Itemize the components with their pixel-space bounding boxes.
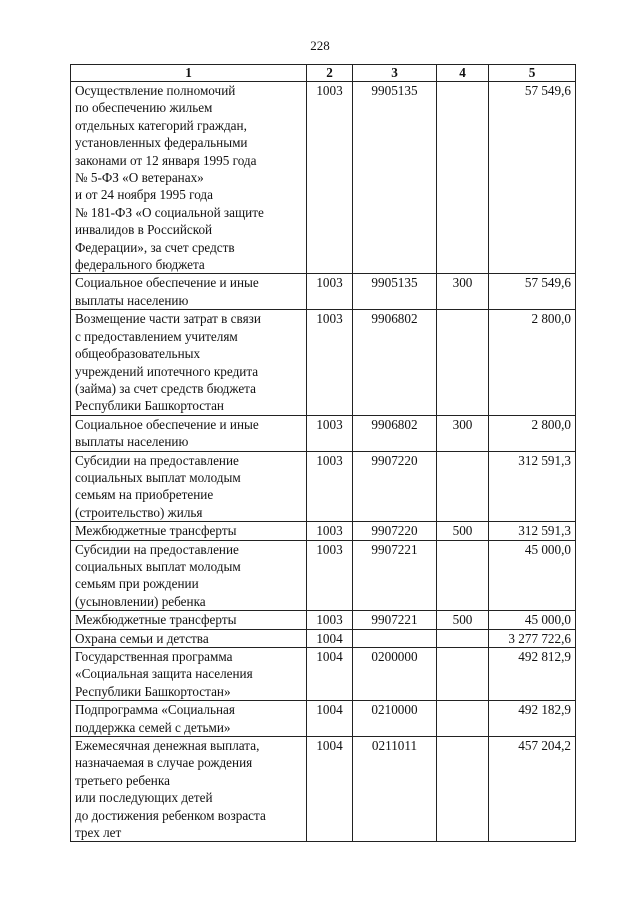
table-row	[71, 540, 576, 611]
row-name: Подпрограмма «Социальная поддержка семей с детьми»	[71, 701, 307, 737]
table-row	[71, 451, 576, 522]
row-expense-type	[437, 648, 489, 701]
row-expense-type	[437, 451, 489, 522]
table-row	[71, 648, 576, 701]
row-section: 1003	[307, 451, 353, 522]
row-amount: 57 549,6	[489, 274, 576, 310]
row-section: 1004	[307, 737, 353, 842]
row-expense-type: 500	[437, 522, 489, 540]
row-section: 1004	[307, 701, 353, 737]
table-row	[71, 701, 576, 737]
row-expense-type	[437, 629, 489, 647]
row-name: Государственная программа «Социальная защита населения Республики Башкортостан»	[71, 648, 307, 701]
row-amount: 2 800,0	[489, 310, 576, 415]
header-col-2: 2	[307, 65, 353, 82]
row-name: Осуществление полномочий по обеспечению жильем отдельных категорий граждан, установленных федеральными законами от 12 января 1995 года № 5-ФЗ «О ветеранах» и от 24 ноября 1995 года № 181-ФЗ «О социальной защите инвалидов в Российской Федерации», за счет средств федерального бюджета	[71, 82, 307, 274]
row-target: 0211011	[353, 737, 437, 842]
table-row	[71, 611, 576, 629]
row-amount: 312 591,3	[489, 451, 576, 522]
page-number: 228	[310, 38, 330, 53]
row-target: 9907220	[353, 451, 437, 522]
budget-table	[70, 64, 576, 842]
row-section: 1003	[307, 310, 353, 415]
row-name: Социальное обеспечение и иные выплаты населению	[71, 274, 307, 310]
header-col-3: 3	[353, 65, 437, 82]
table-row	[71, 415, 576, 451]
row-amount: 492 812,9	[489, 648, 576, 701]
row-target: 9905135	[353, 82, 437, 274]
header-col-4: 4	[437, 65, 489, 82]
row-expense-type: 500	[437, 611, 489, 629]
row-name: Социальное обеспечение и иные выплаты населению	[71, 415, 307, 451]
row-section: 1003	[307, 540, 353, 611]
table-row	[71, 82, 576, 274]
row-section: 1003	[307, 415, 353, 451]
row-name: Ежемесячная денежная выплата, назначаемая в случае рождения третьего ребенка или последующих детей до достижения ребенком возраста трех лет	[71, 737, 307, 842]
row-section: 1003	[307, 82, 353, 274]
row-name: Охрана семьи и детства	[71, 629, 307, 647]
row-amount: 3 277 722,6	[489, 629, 576, 647]
row-name: Субсидии на предоставление социальных выплат молодым семьям на приобретение (строительство) жилья	[71, 451, 307, 522]
row-target: 9907220	[353, 522, 437, 540]
row-section: 1004	[307, 648, 353, 701]
row-expense-type: 300	[437, 415, 489, 451]
row-target: 9905135	[353, 274, 437, 310]
row-expense-type	[437, 540, 489, 611]
row-target: 0210000	[353, 701, 437, 737]
table-row	[71, 737, 576, 842]
table-row	[71, 310, 576, 415]
row-name: Возмещение части затрат в связи с предоставлением учителям общеобразовательных учреждений ипотечного кредита (займа) за счет средств бюджета Республики Башкортостан	[71, 310, 307, 415]
table-row	[71, 274, 576, 310]
header-col-1: 1	[71, 65, 307, 82]
row-expense-type: 300	[437, 274, 489, 310]
row-name: Межбюджетные трансферты	[71, 522, 307, 540]
row-amount: 492 182,9	[489, 701, 576, 737]
row-amount: 57 549,6	[489, 82, 576, 274]
row-target: 0200000	[353, 648, 437, 701]
row-expense-type	[437, 82, 489, 274]
row-target: 9907221	[353, 540, 437, 611]
row-target: 9906802	[353, 310, 437, 415]
row-expense-type	[437, 701, 489, 737]
row-name: Межбюджетные трансферты	[71, 611, 307, 629]
row-section: 1003	[307, 274, 353, 310]
row-expense-type	[437, 737, 489, 842]
row-target	[353, 629, 437, 647]
row-target: 9907221	[353, 611, 437, 629]
table-row	[71, 522, 576, 540]
row-section: 1003	[307, 522, 353, 540]
table-row	[71, 629, 576, 647]
table-header-row	[71, 65, 576, 82]
row-section: 1003	[307, 611, 353, 629]
row-amount: 457 204,2	[489, 737, 576, 842]
row-expense-type	[437, 310, 489, 415]
header-col-5: 5	[489, 65, 576, 82]
row-name: Субсидии на предоставление социальных выплат молодым семьям при рождении (усыновлении) ребенка	[71, 540, 307, 611]
row-target: 9906802	[353, 415, 437, 451]
row-amount: 312 591,3	[489, 522, 576, 540]
row-amount: 2 800,0	[489, 415, 576, 451]
row-amount: 45 000,0	[489, 611, 576, 629]
row-section: 1004	[307, 629, 353, 647]
row-amount: 45 000,0	[489, 540, 576, 611]
